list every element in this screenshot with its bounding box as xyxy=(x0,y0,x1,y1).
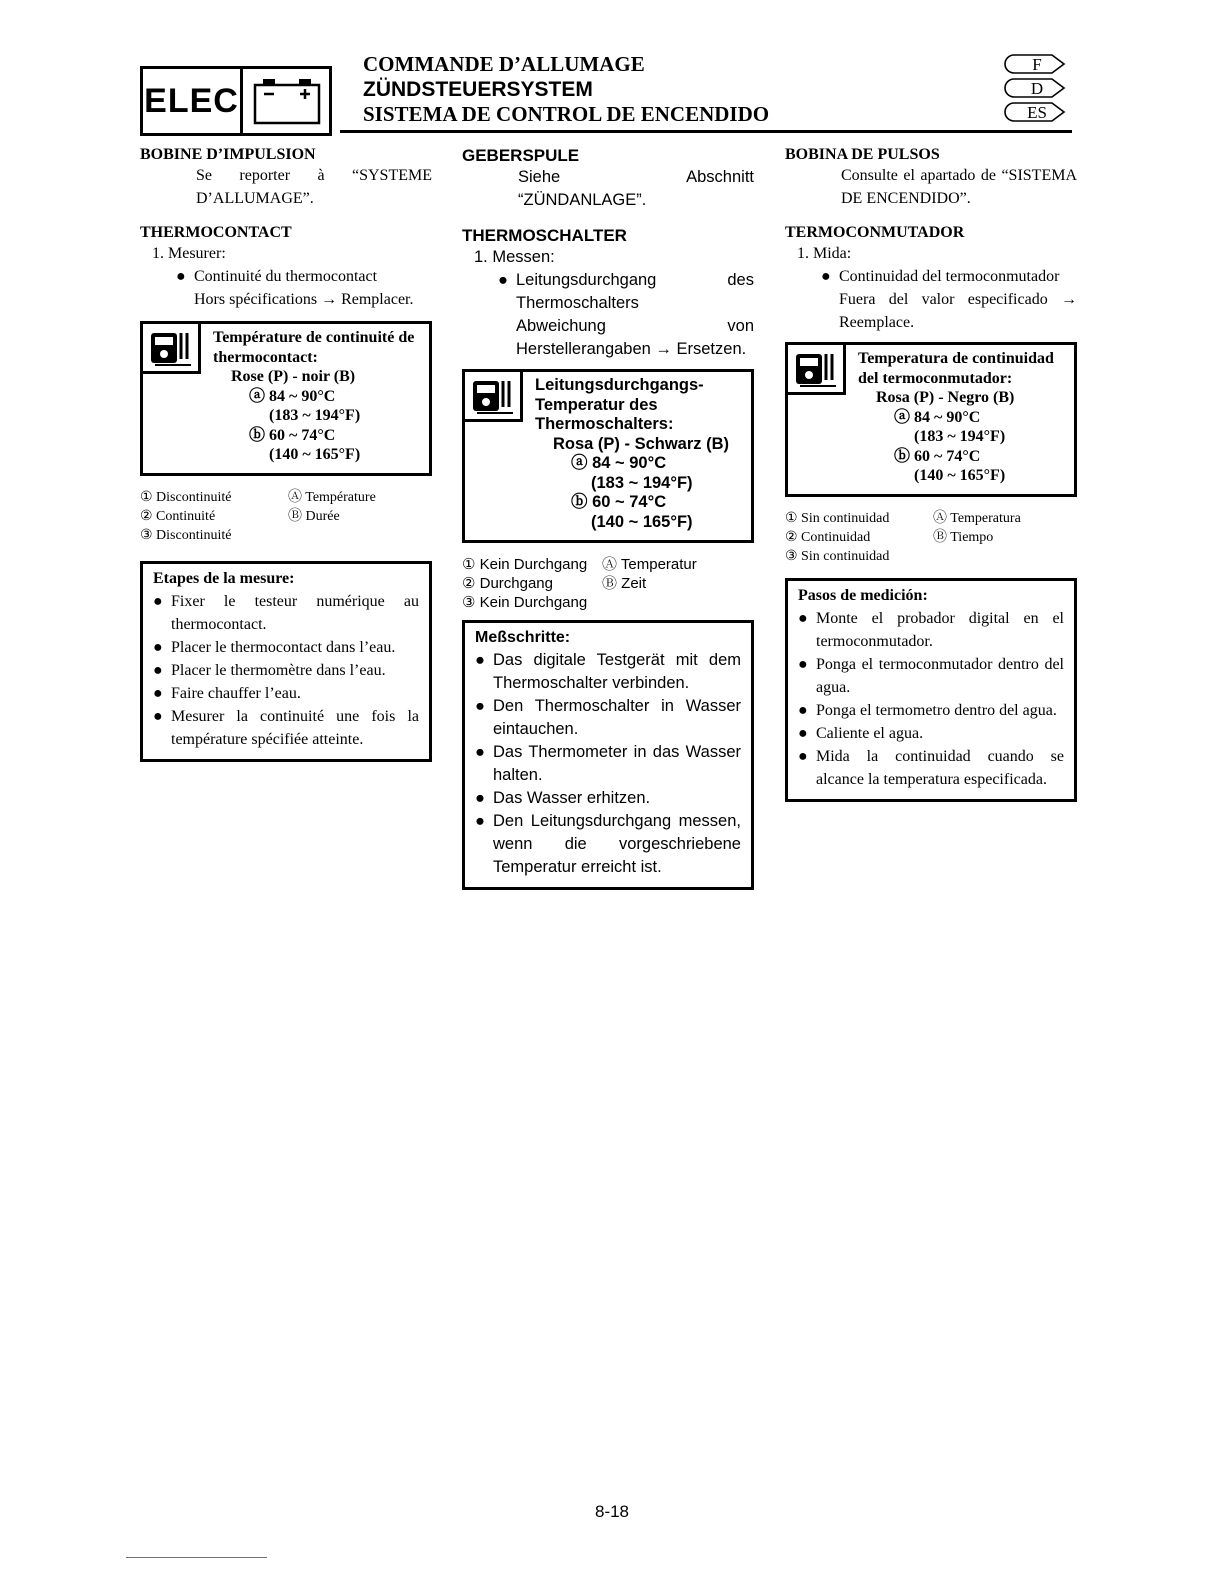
measurement-steps-box xyxy=(462,620,754,890)
spec-wire: Rosa (P) - Schwarz (B) xyxy=(553,434,730,453)
step-1: 1. Mida: xyxy=(797,245,852,262)
legend-item: Ⓐ Temperatur xyxy=(602,556,697,573)
pulser-text: Se reporter à “SYSTEME D’ALLUMAGE”. xyxy=(196,167,432,207)
legend-item: Ⓑ Zeit xyxy=(602,575,647,592)
spec-range-b-f: (140 ~ 165°F) xyxy=(269,446,361,463)
spec-range-a-f: (183 ~ 194°F) xyxy=(591,473,693,492)
out-of-spec-text: Hors spécifications → Remplacer. xyxy=(194,291,414,308)
spec-range-b-f: (140 ~ 165°F) xyxy=(591,512,693,531)
step-item: ● Den Thermoschalter in Wasser eintauchen. xyxy=(475,697,741,738)
step-item: ● Mesurer la continuité une fois la température spécifiée atteinte. xyxy=(153,707,419,748)
multimeter-icon xyxy=(143,324,201,374)
column-french xyxy=(140,146,432,762)
legend xyxy=(462,555,754,612)
spec-box xyxy=(140,321,432,476)
step-item: ● Ponga el termoconmutador dentro del agua. xyxy=(798,655,1064,696)
pulser-heading: GEBERSPULE xyxy=(462,146,580,165)
spec-wire: Rosa (P) - Negro (B) xyxy=(876,389,1015,406)
title-de: ZÜNDSTEUERSYSTEM xyxy=(363,78,593,101)
spec-range-b: ⓑ 60 ~ 74°C xyxy=(894,447,981,465)
spec-range-b: ⓑ 60 ~ 74°C xyxy=(249,426,336,444)
step-1: 1. Mesurer: xyxy=(152,245,226,262)
step-item: ● Placer le thermocontact dans l’eau. xyxy=(153,638,396,656)
pulser-text: Consulte el apartado de “SISTEMA DE ENCENDIDO”. xyxy=(841,167,1077,207)
step-item: ● Fixer le testeur numérique au thermocontact. xyxy=(153,592,419,633)
thermo-heading: TERMOCONMUTADOR xyxy=(785,224,965,241)
multimeter-icon xyxy=(465,372,523,422)
bullet-item: ● Continuité du thermocontact xyxy=(176,268,378,285)
column-spanish xyxy=(785,146,1077,802)
step-item: ● Caliente el agua. xyxy=(798,724,924,742)
legend-item: ① Sin continuidad xyxy=(785,510,890,526)
spec-box xyxy=(462,369,754,543)
legend-item xyxy=(933,547,1077,566)
spec-wire: Rose (P) - noir (B) xyxy=(231,368,356,385)
step-item: ● Ponga el termometro dentro del agua. xyxy=(798,701,1057,719)
steps-heading: Etapes de la mesure: xyxy=(153,569,295,587)
legend xyxy=(785,509,1077,566)
title-fr: COMMANDE D’ALLUMAGE xyxy=(363,52,645,76)
legend-item: ③ Sin continuidad xyxy=(785,548,890,564)
spec-range-a-f: (183 ~ 194°F) xyxy=(269,407,361,424)
language-badge-d xyxy=(1004,78,1066,98)
legend-item: ① Kein Durchgang xyxy=(462,556,588,573)
step-item: ● Das digitale Testgerät mit dem Thermoschalter verbinden. xyxy=(475,651,741,692)
thermo-heading: THERMOCONTACT xyxy=(140,224,292,241)
legend-item: ③ Kein Durchgang xyxy=(462,594,588,611)
page-number: 8-18 xyxy=(594,1502,630,1521)
step-item: ● Das Wasser erhitzen. xyxy=(475,789,651,807)
legend-item: Ⓐ Temperatura xyxy=(933,510,1021,526)
spec-title: Leitungsdurchgangs-Temperatur des Thermoschalters: xyxy=(535,376,704,433)
section-badge xyxy=(140,66,332,136)
language-badge-f xyxy=(1004,54,1066,74)
legend-item: ② Durchgang xyxy=(462,575,553,592)
step-1: 1. Messen: xyxy=(474,248,555,266)
step-item: ● Den Leitungsdurchgang messen, wenn die vorgeschriebene Temperatur erreicht ist. xyxy=(475,812,741,876)
legend-item xyxy=(288,526,432,545)
pulser-heading: BOBINA DE PULSOS xyxy=(785,146,940,163)
steps-heading: Meßschritte: xyxy=(475,629,571,646)
legend-item: Ⓑ Tiempo xyxy=(933,529,994,545)
spec-title: Température de continuité de thermocontact: xyxy=(213,329,415,366)
legend-item: Ⓑ Durée xyxy=(288,508,340,524)
legend-item: ② Continuidad xyxy=(785,529,871,545)
legend-item: ③ Discontinuité xyxy=(140,527,232,543)
measurement-steps-box xyxy=(785,578,1077,802)
svg-text:ES: ES xyxy=(1027,103,1047,122)
spec-range-a-f: (183 ~ 194°F) xyxy=(914,428,1006,445)
svg-text:D: D xyxy=(1030,79,1044,98)
language-badges xyxy=(1004,54,1074,126)
steps-heading: Pasos de medición: xyxy=(798,586,928,604)
measurement-steps-box xyxy=(140,561,432,762)
bullet-item: ● Continuidad del termoconmutador xyxy=(821,268,1060,285)
spec-range-a: ⓐ 84 ~ 90°C xyxy=(894,408,981,426)
language-badge-es xyxy=(1004,102,1066,122)
spec-range-b-f: (140 ~ 165°F) xyxy=(914,467,1006,484)
out-of-spec-text: Abweichung von Herstellerangaben → Ersetzen. xyxy=(516,317,754,358)
legend xyxy=(140,488,432,545)
step-item: ● Faire chauffer l’eau. xyxy=(153,684,301,702)
legend-item xyxy=(602,593,754,612)
legend-item: ② Continuité xyxy=(140,508,216,524)
multimeter-icon xyxy=(788,345,846,395)
spec-title: Temperatura de continuidad del termoconmutador: xyxy=(858,350,1054,387)
footer-rule xyxy=(126,1557,267,1558)
pulser-heading: BOBINE D’IMPULSION xyxy=(140,146,316,163)
step-item: ● Das Thermometer in das Wasser halten. xyxy=(475,743,741,784)
section-label: ELEC xyxy=(143,69,243,133)
header-rule xyxy=(340,130,1072,133)
bullet-item: ● Leitungsdurchgang des Thermoschalters xyxy=(498,271,754,312)
step-item: ● Placer le thermomètre dans l’eau. xyxy=(153,661,386,679)
step-item: ● Mida la continuidad cuando se alcance la temperatura especificada. xyxy=(798,747,1064,788)
pulser-text: Siehe Abschnitt “ZÜNDANLAGE”. xyxy=(518,168,754,209)
out-of-spec-text: Fuera del valor especificado → Reemplace. xyxy=(839,291,1077,331)
spec-range-b: ⓑ 60 ~ 74°C xyxy=(571,493,667,511)
title-es: SISTEMA DE CONTROL DE ENCENDIDO xyxy=(363,102,770,126)
thermo-heading: THERMOSCHALTER xyxy=(462,226,627,245)
spec-range-a: ⓐ 84 ~ 90°C xyxy=(571,454,667,472)
column-german xyxy=(462,146,754,890)
page-titles xyxy=(363,52,769,127)
spec-range-a: ⓐ 84 ~ 90°C xyxy=(249,387,336,405)
battery-icon xyxy=(251,77,323,127)
legend-item: ① Discontinuité xyxy=(140,489,232,505)
spec-box xyxy=(785,342,1077,497)
svg-text:F: F xyxy=(1032,55,1042,74)
step-item: ● Monte el probador digital en el termoconmutador. xyxy=(798,609,1064,650)
legend-item: Ⓐ Température xyxy=(288,489,376,505)
